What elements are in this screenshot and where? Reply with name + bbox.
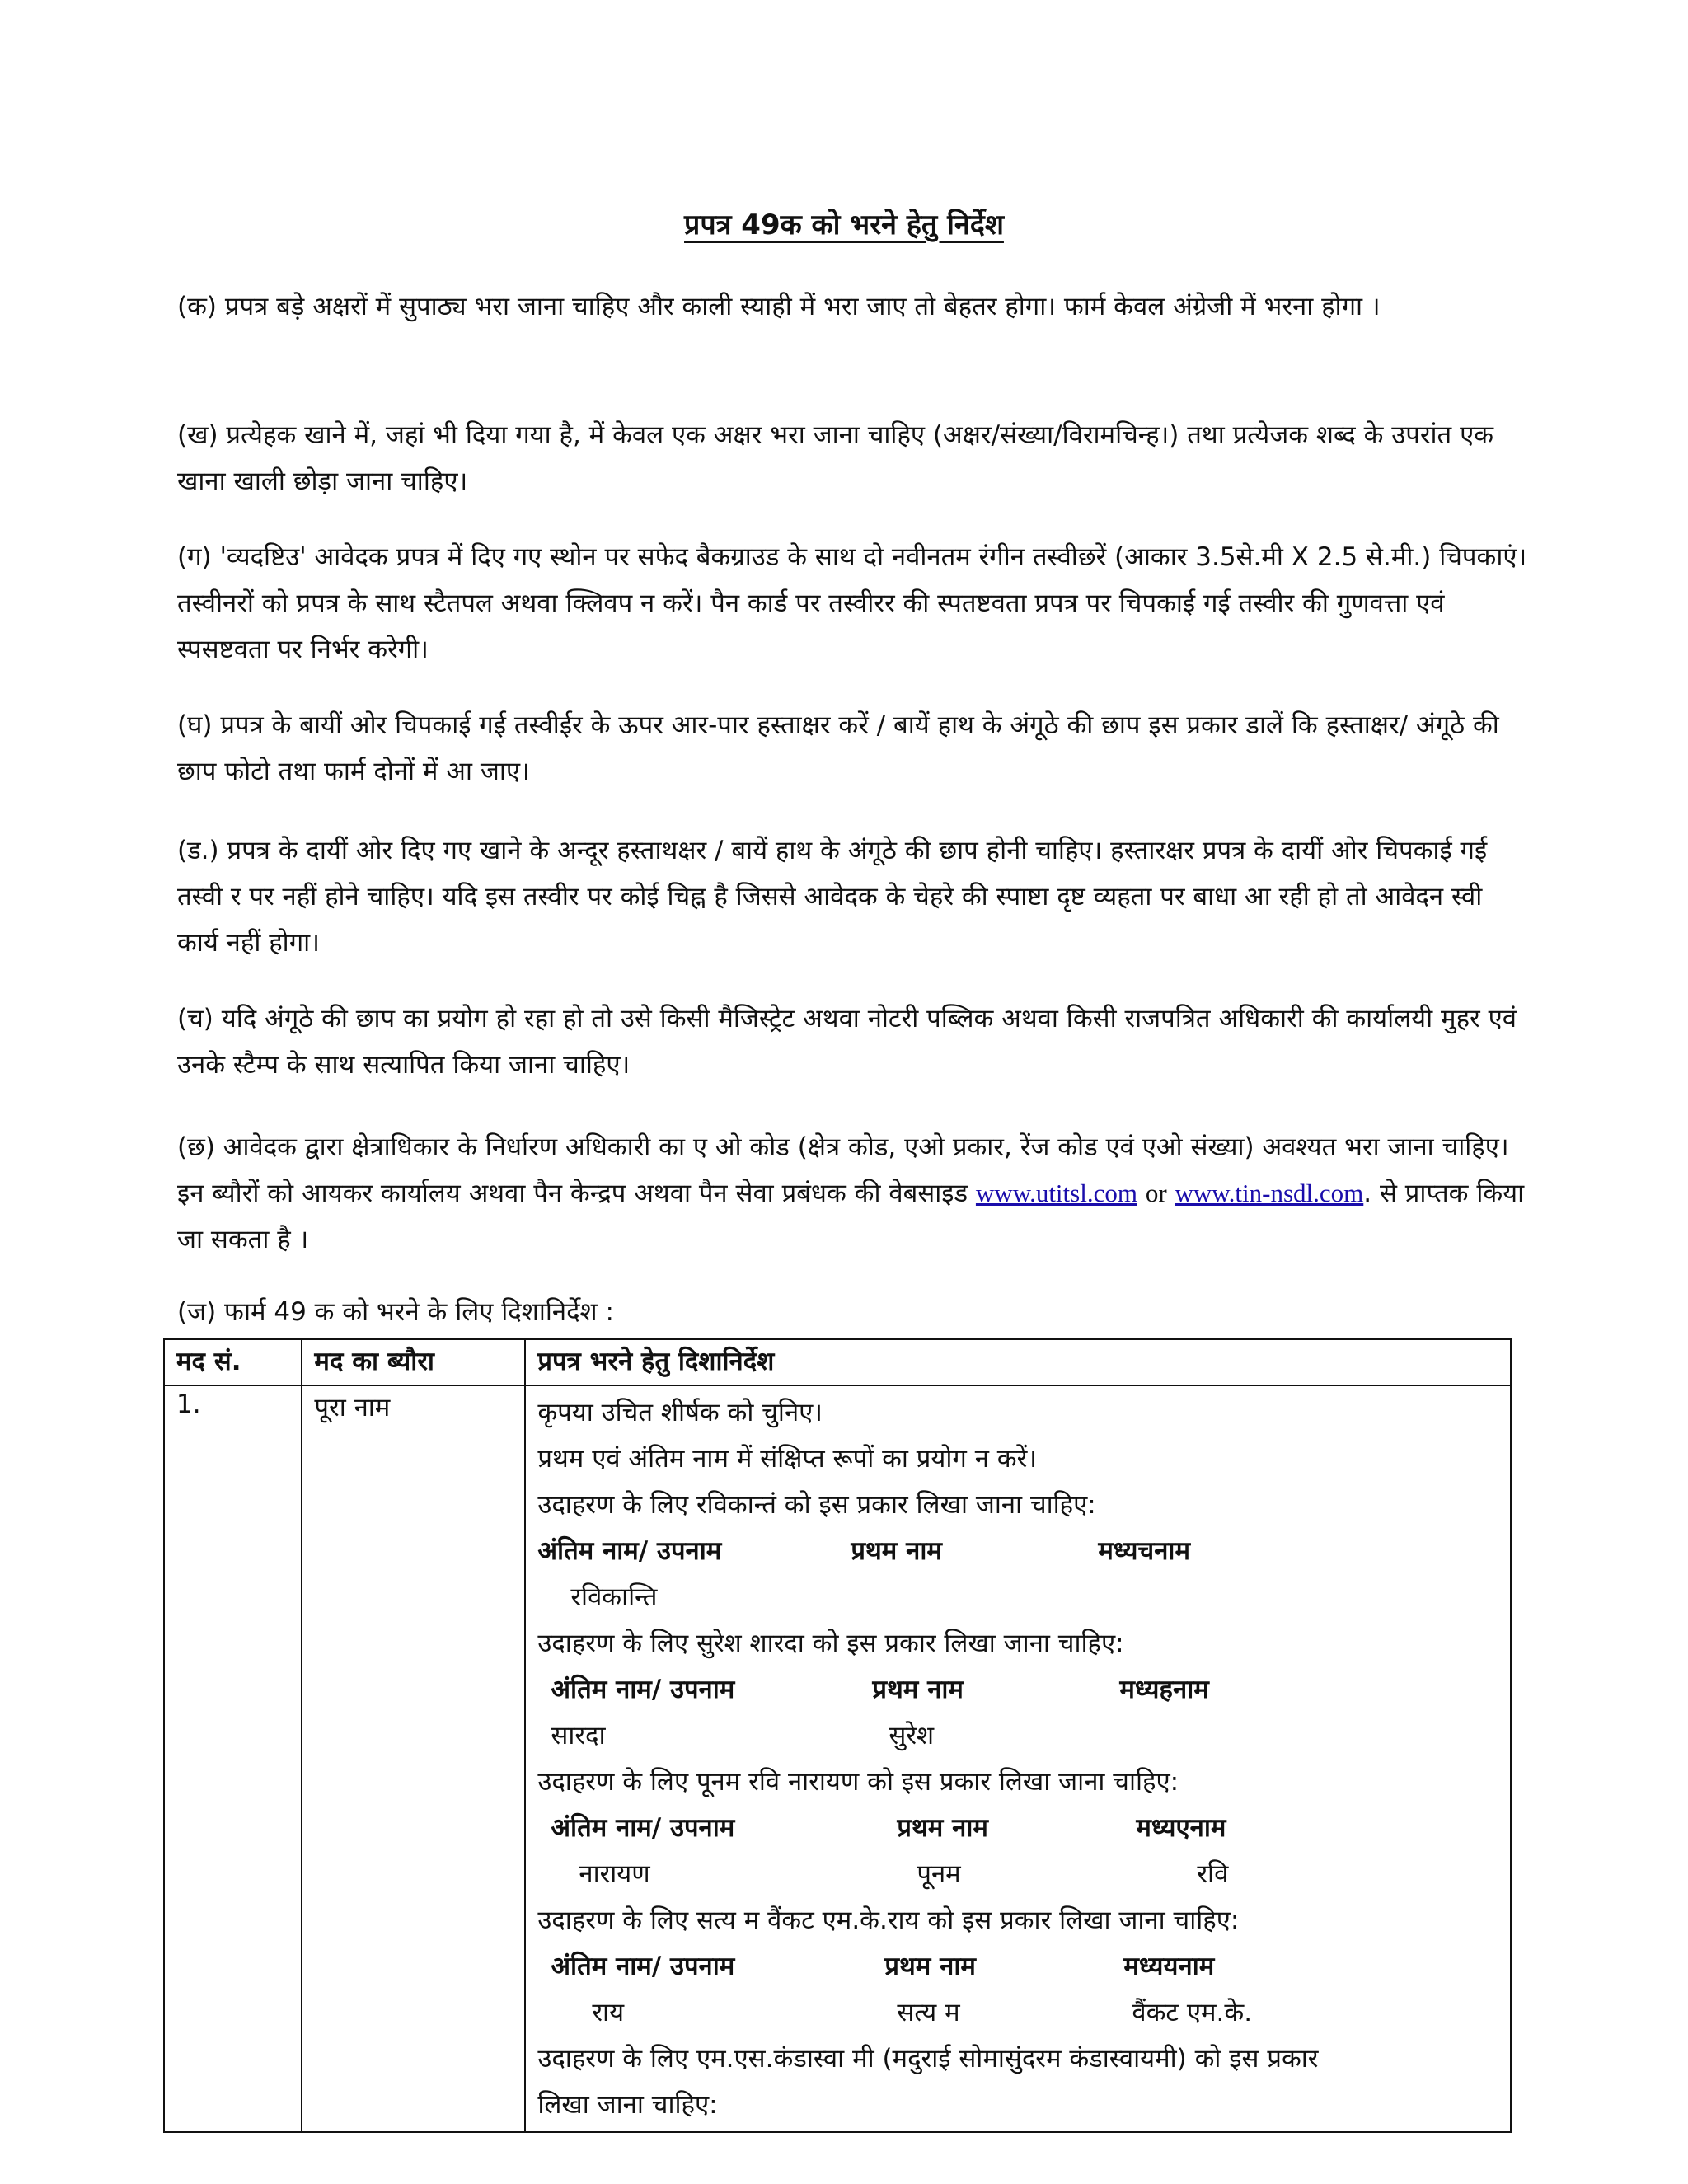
example-4-label: उदाहरण के लिए सत्य म वैंकट एम.के.राय को इस प्रकार लिखा जाना चाहिए: [537, 1905, 1240, 1935]
header-guidelines: प्रपत्र भरने हेतु दिशानिर्देश [525, 1339, 1511, 1385]
first-name-header: प्रथम नाम [897, 1813, 988, 1843]
guideline-abbrev: प्रथम एवं अंतिम नाम में संक्षिप्त रूपों का प्रयोग न करें। [537, 1444, 1038, 1474]
last-name-value: नारायण [579, 1859, 650, 1889]
instruction-ka: (क) प्रपत्र बड़े अक्षरों में सुपाठ्य भरा जाना चाहिए और काली स्याही में भरा जाए तो बेहतर होगा। फार्म केवल अंग्रेजी में भरना होगा । [177, 292, 1381, 321]
table-row [164, 1385, 1511, 2132]
last-name-header: अंतिम नाम/ उपनाम [551, 1952, 735, 1981]
middle-name-value [1098, 1574, 1345, 1620]
header-item-number: मद सं. [164, 1339, 302, 1385]
first-name-value: सत्य म [897, 1998, 960, 2027]
example-4-values [537, 1990, 1498, 2036]
last-name-header: अंतिम नाम/ उपनाम [551, 1813, 735, 1843]
header-item-description: मद का ब्यौरा [302, 1339, 525, 1385]
row-guidelines [525, 1385, 1511, 2132]
example-2-headers [537, 1666, 1498, 1713]
instruction-chha-end: . से प्राप्तक किया जा सकता है । [177, 1179, 1525, 1254]
example-1-label: उदाहरण के लिए रविकान्तं को इस प्रकार लिखा जाना चाहिए: [537, 1490, 1096, 1520]
middle-name-header: मध्यचनाम [1098, 1536, 1190, 1566]
example-4-headers [537, 1943, 1498, 1990]
last-name-header: अंतिम नाम/ उपनाम [551, 1675, 735, 1704]
table-header-row [164, 1339, 1511, 1385]
example-3-values [537, 1851, 1498, 1897]
last-name-value: राय [592, 1998, 625, 2027]
first-name-header: प्रथम नाम [872, 1675, 964, 1704]
instruction-chha [177, 1124, 1529, 1263]
instruction-cha: (च) यदि अंगूठे की छाप का प्रयोग हो रहा हो तो उसे किसी मैजिस्ट्रेट अथवा नोटरी पब्लिक अथवा किसी राजपत्रित अधिकारी की कार्यालयी मुहर एवं उनके स्टैम्प के साथ सत्यापित किया जाना चाहिए। [177, 1004, 1517, 1080]
row-item: पूरा नाम [302, 1385, 525, 2132]
example-2-values [537, 1713, 1498, 1759]
or-text: or [1145, 1179, 1167, 1207]
first-name-value: सुरेश [889, 1721, 935, 1750]
example-3-label: उदाहरण के लिए पूनम रवि नारायण को इस प्रकार लिखा जाना चाहिए: [537, 1767, 1179, 1797]
instruction-ga: (ग) 'व्यदष्टिउ' आवेदक प्रपत्र में दिए गए स्थाेन पर सफेद बैकग्राउड के साथ दो नवीनतम रंगीन तस्वीछरें (आकार 3.5से.मी X 2.5 से.मी.) चिपकाएं। तस्वीनरों को प्रपत्र के साथ स्टैतपल अथवा क्लिवप न करें। पैन कार्ड पर तस्वीरर की स्पतष्टवता प्रपत्र पर चिपकाई गई तस्वीर की गुणवत्ता एवं स्पसष्टवता पर निर्भर करेगी। [177, 542, 1527, 664]
first-name-value: पूनम [917, 1859, 961, 1889]
instruction-kha: (ख) प्रत्येहक खाने में, जहां भी दिया गया है, में केवल एक अक्षर भरा जाना चाहिए (अक्षर/संख्या/विरामचिन्ह।) तथा प्रत्येजक शब्द के उपरांत एक खाना खाली छोड़ा जाना चाहिए। [177, 420, 1494, 496]
example-5-label: उदाहरण के लिए एम.एस.कंडास्वा मी (मदुराई सोमासुंदरम कंडास्वायमी) को इस प्रकार [537, 2044, 1319, 2074]
instruction-chha-text: (छ) आवेदक द्वारा क्षेत्राधिकार के निर्धारण अधिकारी का ए ओ कोड (क्षेत्र कोड, एओ प्रकार, रेंज कोड एवं एओ संख्या) अवश्यत भरा जाना चाहिए। इन ब्यौरों को आयकर कार्यालय अथवा पैन केन्द्रप अथवा पैन सेवा प्रबंधक की वेबसाइड [177, 1132, 1509, 1208]
first-name-header: प्रथम नाम [851, 1536, 942, 1566]
middle-name-header: मध्यएनाम [1136, 1813, 1226, 1843]
utitsl-link[interactable]: www.utitsl.com [975, 1179, 1137, 1207]
table-heading: (ज) फार्म 49 क को भरने के लिए दिशानिर्देश : [177, 1297, 614, 1327]
middle-name-header: मध्ययनाम [1123, 1952, 1215, 1981]
middle-name-value [1136, 1713, 1383, 1759]
instruction-da: (ड.) प्रपत्र के दायीं ओर दिए गए खाने के अन्दूर हस्ताथक्षर / बायें हाथ के अंगूठे की छाप होनी चाहिए। हस्तारक्षर प्रपत्र के दायीं ओर चिपकाई गई तस्वी र पर नहीं होने चाहिए। यदि इस तस्वीर पर कोई चिह्न है जिससे आवेदक के चेहरे की स्पाष्टा दृष्ट व्यहता पर बाधा आ रही हो तो आवेदन स्वी कार्य नहीं होगा। [177, 836, 1488, 958]
example-1-headers [537, 1528, 1498, 1574]
middle-name-value: वैंकट एम.के. [1132, 1998, 1253, 2027]
row-number: 1. [164, 1385, 302, 2132]
first-name-header: प्रथम नाम [884, 1952, 976, 1981]
first-name-value [851, 1574, 1098, 1620]
guidelines-table [163, 1338, 1512, 2133]
page-title: प्रपत्र 49क को भरने हेतु निर्देश [684, 209, 1004, 241]
last-name-value: सारदा [551, 1721, 606, 1750]
example-1-values [537, 1574, 1498, 1620]
tin-nsdl-link[interactable]: www.tin-nsdl.com [1175, 1179, 1364, 1207]
example-3-headers [537, 1805, 1498, 1851]
last-name-value: रविकान्ति [570, 1582, 658, 1612]
middle-name-value: रवि [1197, 1859, 1229, 1889]
instruction-gha: (घ) प्रपत्र के बायीं ओर चिपकाई गई तस्वीईर के ऊपर आर-पार हस्ताक्षर करें / बायें हाथ के अंगूठे की छाप इस प्रकार डालें कि हस्ताक्षर/ अंगूठे की छाप फोटो तथा फार्म दोनों में आ जाए। [177, 710, 1499, 786]
example-2-label: उदाहरण के लिए सुरेश शारदा को इस प्रकार लिखा जाना चाहिए: [537, 1629, 1124, 1658]
last-name-header: अंतिम नाम/ उपनाम [537, 1536, 722, 1566]
guideline-title: कृपया उचित शीर्षक को चुनिए। [537, 1398, 823, 1427]
example-5-label-cont: लिखा जाना चाहिए: [537, 2090, 718, 2120]
middle-name-header: मध्यहनाम [1119, 1675, 1209, 1704]
